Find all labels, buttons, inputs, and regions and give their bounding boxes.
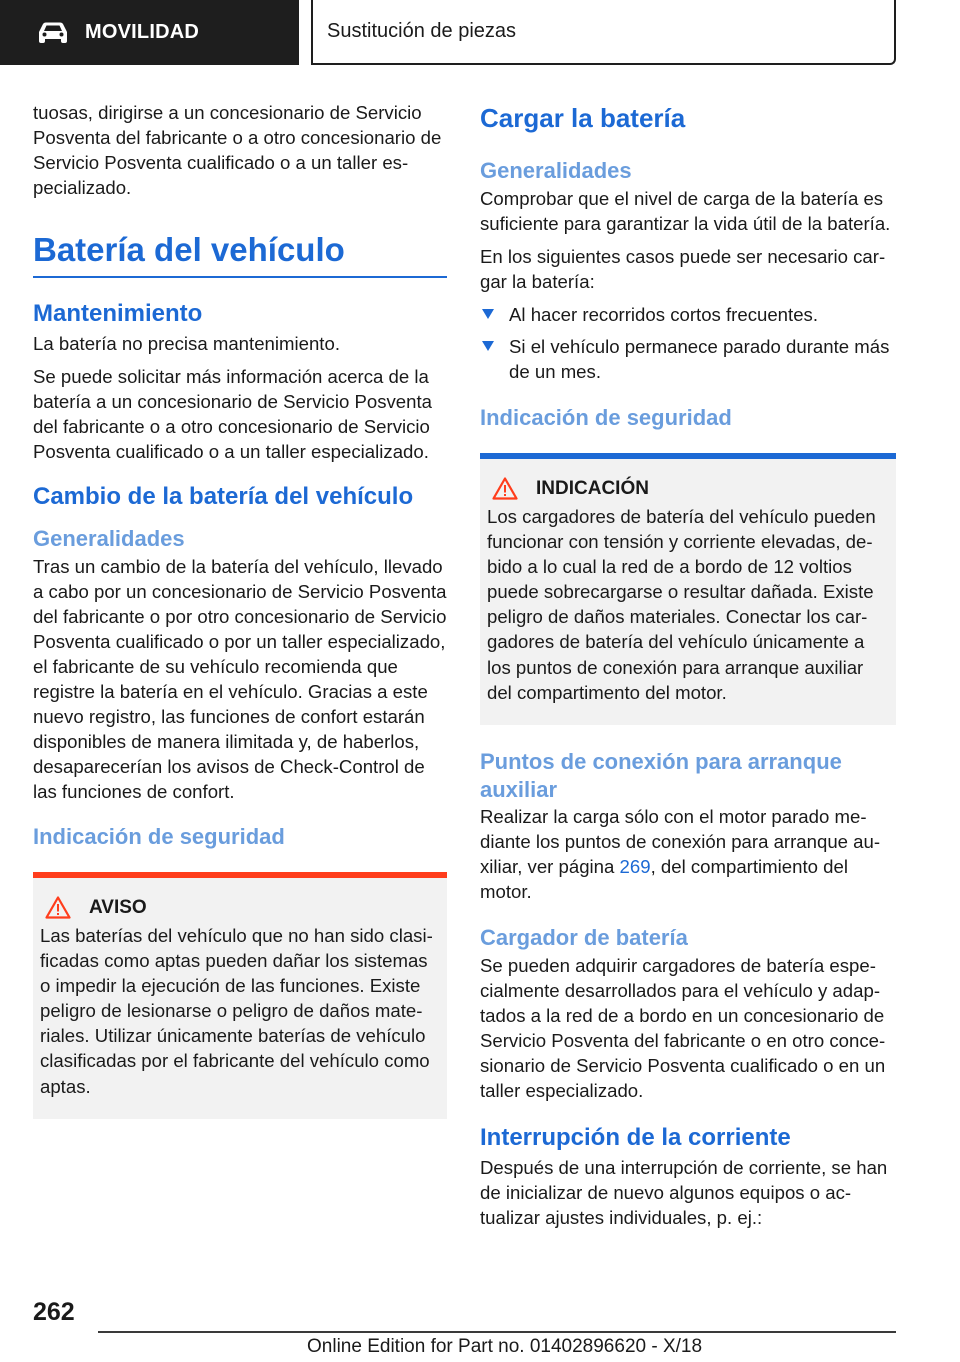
notice-text: Los cargadores de batería del vehículo pueden funcionar con tensión y corriente elevadas, debido a lo cual la red de a bordo de 12 voltios puede sobrecargarse o resultar dañada. Existe peligro de daños materiales. Conectar los cargadores de batería del vehículo únicamente a los puntos de conexión para arranque auxiliar del compartimento del motor. <box>487 506 876 703</box>
heading-cargador-bateria: Cargador de batería <box>480 924 688 950</box>
car-icon <box>36 22 70 44</box>
left-column <box>33 100 447 1119</box>
warning-icon <box>492 477 518 500</box>
heading-cargar-bateria: Cargar la batería <box>480 103 686 133</box>
list-item <box>480 334 896 384</box>
paragraph-text: Realizar la carga sólo con el motor parado mediante los puntos de conexión para arranque auxiliar, ver página <box>480 805 881 877</box>
header-tab-label: MOVILIDAD <box>85 21 200 43</box>
footer-edition: Online Edition for Part no. 01402896620 - X/18 <box>307 1336 703 1357</box>
intro-paragraph: tuosas, dirigirse a un concesionario de Servicio Posventa del fabricante o a otro concesionario de Servicio Posventa cualificado o a un taller especializado. <box>33 102 442 198</box>
heading-interrupcion-corriente: Interrupción de la corriente <box>480 1123 791 1151</box>
list-item <box>480 302 896 327</box>
notice-title: AVISO <box>89 896 147 918</box>
paragraph: Tras un cambio de la batería del vehículo, llevado a cabo por un concesionario de Servicio Posventa del fabricante o por otro concesionario de Servicio Posventa cualificado o por un taller especializado, el fabricante de su vehículo recomienda que registre la batería en el vehículo. Gracias a este nuevo registro, las funciones de confort estarán disponibles de manera ilimitada y, de haberlos, desaparecerían los avisos de Check-Control de las funciones de confort. <box>33 556 447 802</box>
page-number: 262 <box>33 1298 75 1326</box>
bullet-triangle-icon <box>482 341 494 351</box>
heading-indicacion-seguridad: Indicación de seguridad <box>480 405 732 430</box>
paragraph <box>480 804 896 904</box>
notice-title: INDICACIÓN <box>536 477 649 499</box>
paragraph: Comprobar que el nivel de carga de la batería es suficiente para garantizar la vida útil de la batería. <box>480 188 891 234</box>
heading-cambio-bateria: Cambio de la batería del vehículo <box>33 483 414 510</box>
page-link[interactable]: 269 <box>619 855 651 877</box>
section-title: Sustitución de piezas <box>327 20 517 42</box>
footer-divider <box>98 1331 896 1333</box>
right-column <box>480 100 896 1230</box>
list-item-text: Al hacer recorridos cortos frecuentes. <box>509 304 818 325</box>
header-tab[interactable] <box>0 0 299 65</box>
notice-indicacion <box>480 453 896 725</box>
paragraph: La batería no precisa mantenimiento. <box>33 333 340 354</box>
notice-text: Las baterías del vehículo que no han sido clasificadas como aptas pueden dañar los sistemas o impedir la ejecución de las funciones. Existe peligro de lesionarse o peligro de daños materiales. Utilizar únicamente baterías de vehículo clasificadas por el fabricante del vehículo como aptas. <box>40 925 433 1097</box>
paragraph-text: , del compartimiento del motor. <box>480 855 848 902</box>
bullet-triangle-icon <box>482 309 494 319</box>
heading-puntos-conexion: Puntos de conexión para arranque auxiliar <box>480 748 842 802</box>
heading-mantenimiento: Mantenimiento <box>33 300 203 327</box>
notice-header <box>490 477 888 500</box>
heading-bateria-vehiculo: Batería del vehículo <box>33 230 447 278</box>
notice-aviso <box>33 872 447 1119</box>
list-item-text: Si el vehículo permanece parado durante más de un mes. <box>509 336 890 382</box>
subheading-generalidades: Generalidades <box>33 526 185 551</box>
paragraph: En los siguientes casos puede ser necesario cargar la batería: <box>480 246 886 292</box>
notice-header <box>43 896 439 919</box>
paragraph: Se puede solicitar más información acerca de la batería a un concesionario de Servicio Posventa del fabricante o a otro concesionario de Servicio Posventa cualificado o a un taller especializado. <box>33 366 432 462</box>
paragraph: Después de una interrupción de corriente, se han de inicializar de nuevo algunos equipos o actualizar ajustes individuales, p. ej.: <box>480 1156 888 1228</box>
subheading-generalidades: Generalidades <box>480 158 632 183</box>
paragraph: Se pueden adquirir cargadores de batería especialmente desarrollados para el vehículo y adaptados a la red de a bordo en un concesionario de Servicio Posventa del fabricante o en otro concesionario de Servicio Posventa cualificado o en un taller especializado. <box>480 954 886 1101</box>
heading-indicacion-seguridad: Indicación de seguridad <box>33 824 285 849</box>
header-section-title <box>311 0 896 65</box>
warning-icon <box>45 896 71 919</box>
